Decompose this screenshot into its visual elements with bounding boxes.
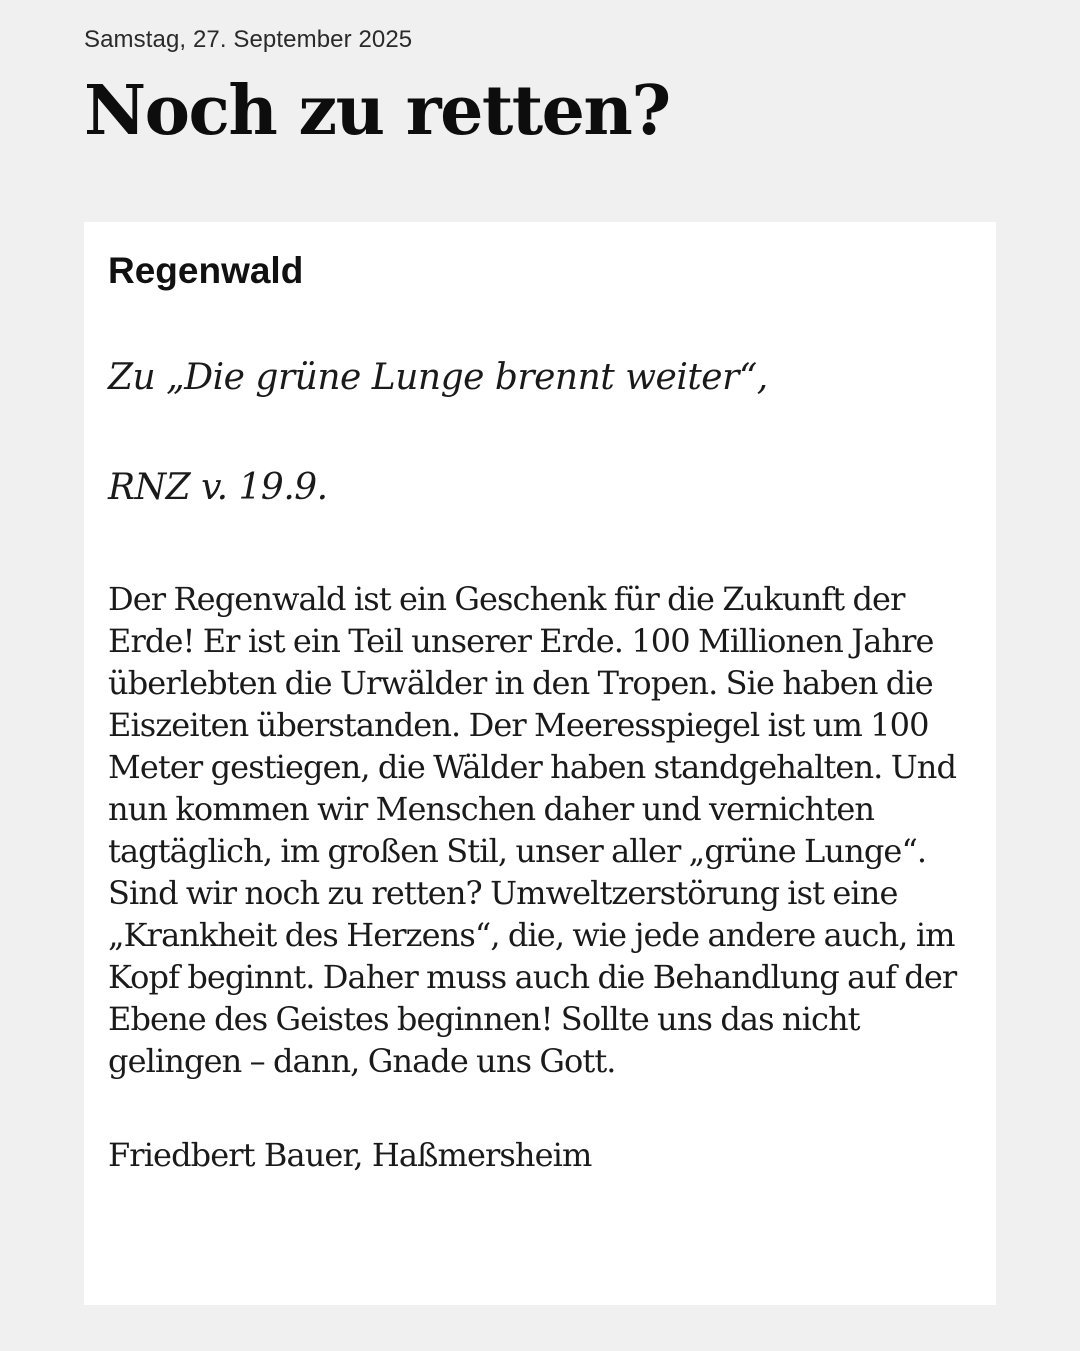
letter-signature: Friedbert Bauer, Haßmersheim	[108, 1136, 592, 1174]
letter-body: Der Regenwald ist ein Geschenk für die Zukunft der Erde! Er ist ein Teil unserer Erde. 100 Millionen Jahre überlebten die Urwälder in den Tropen. Sie haben die Eiszeiten überstanden. Der Meeresspiegel ist um 100 Meter gestiegen, die Wälder haben standgehalten. Und nun kommen wir Menschen daher und vernichten tagtäglich, im großen Stil, unser aller „grüne Lunge“. Sind wir noch zu retten? Umweltzerstörung ist eine „Krankheit des Herzens“, die, wie jede andere auch, im Kopf beginnt. Daher muss auch die Behandlung auf der Ebene des Geistes beginnen! Sollte uns das nicht gelingen – dann, Gnade uns Gott.	[108, 580, 957, 1080]
page-title: Noch zu retten?	[84, 71, 670, 151]
letter-card	[84, 222, 996, 1305]
article-reference: Zu „Die grüne Lunge brennt weiter“,	[108, 357, 768, 398]
article-reference-source: RNZ v. 19.9.	[108, 467, 328, 508]
topic-label: Regenwald	[108, 250, 304, 291]
publication-date: Samstag, 27. September 2025	[84, 26, 413, 53]
